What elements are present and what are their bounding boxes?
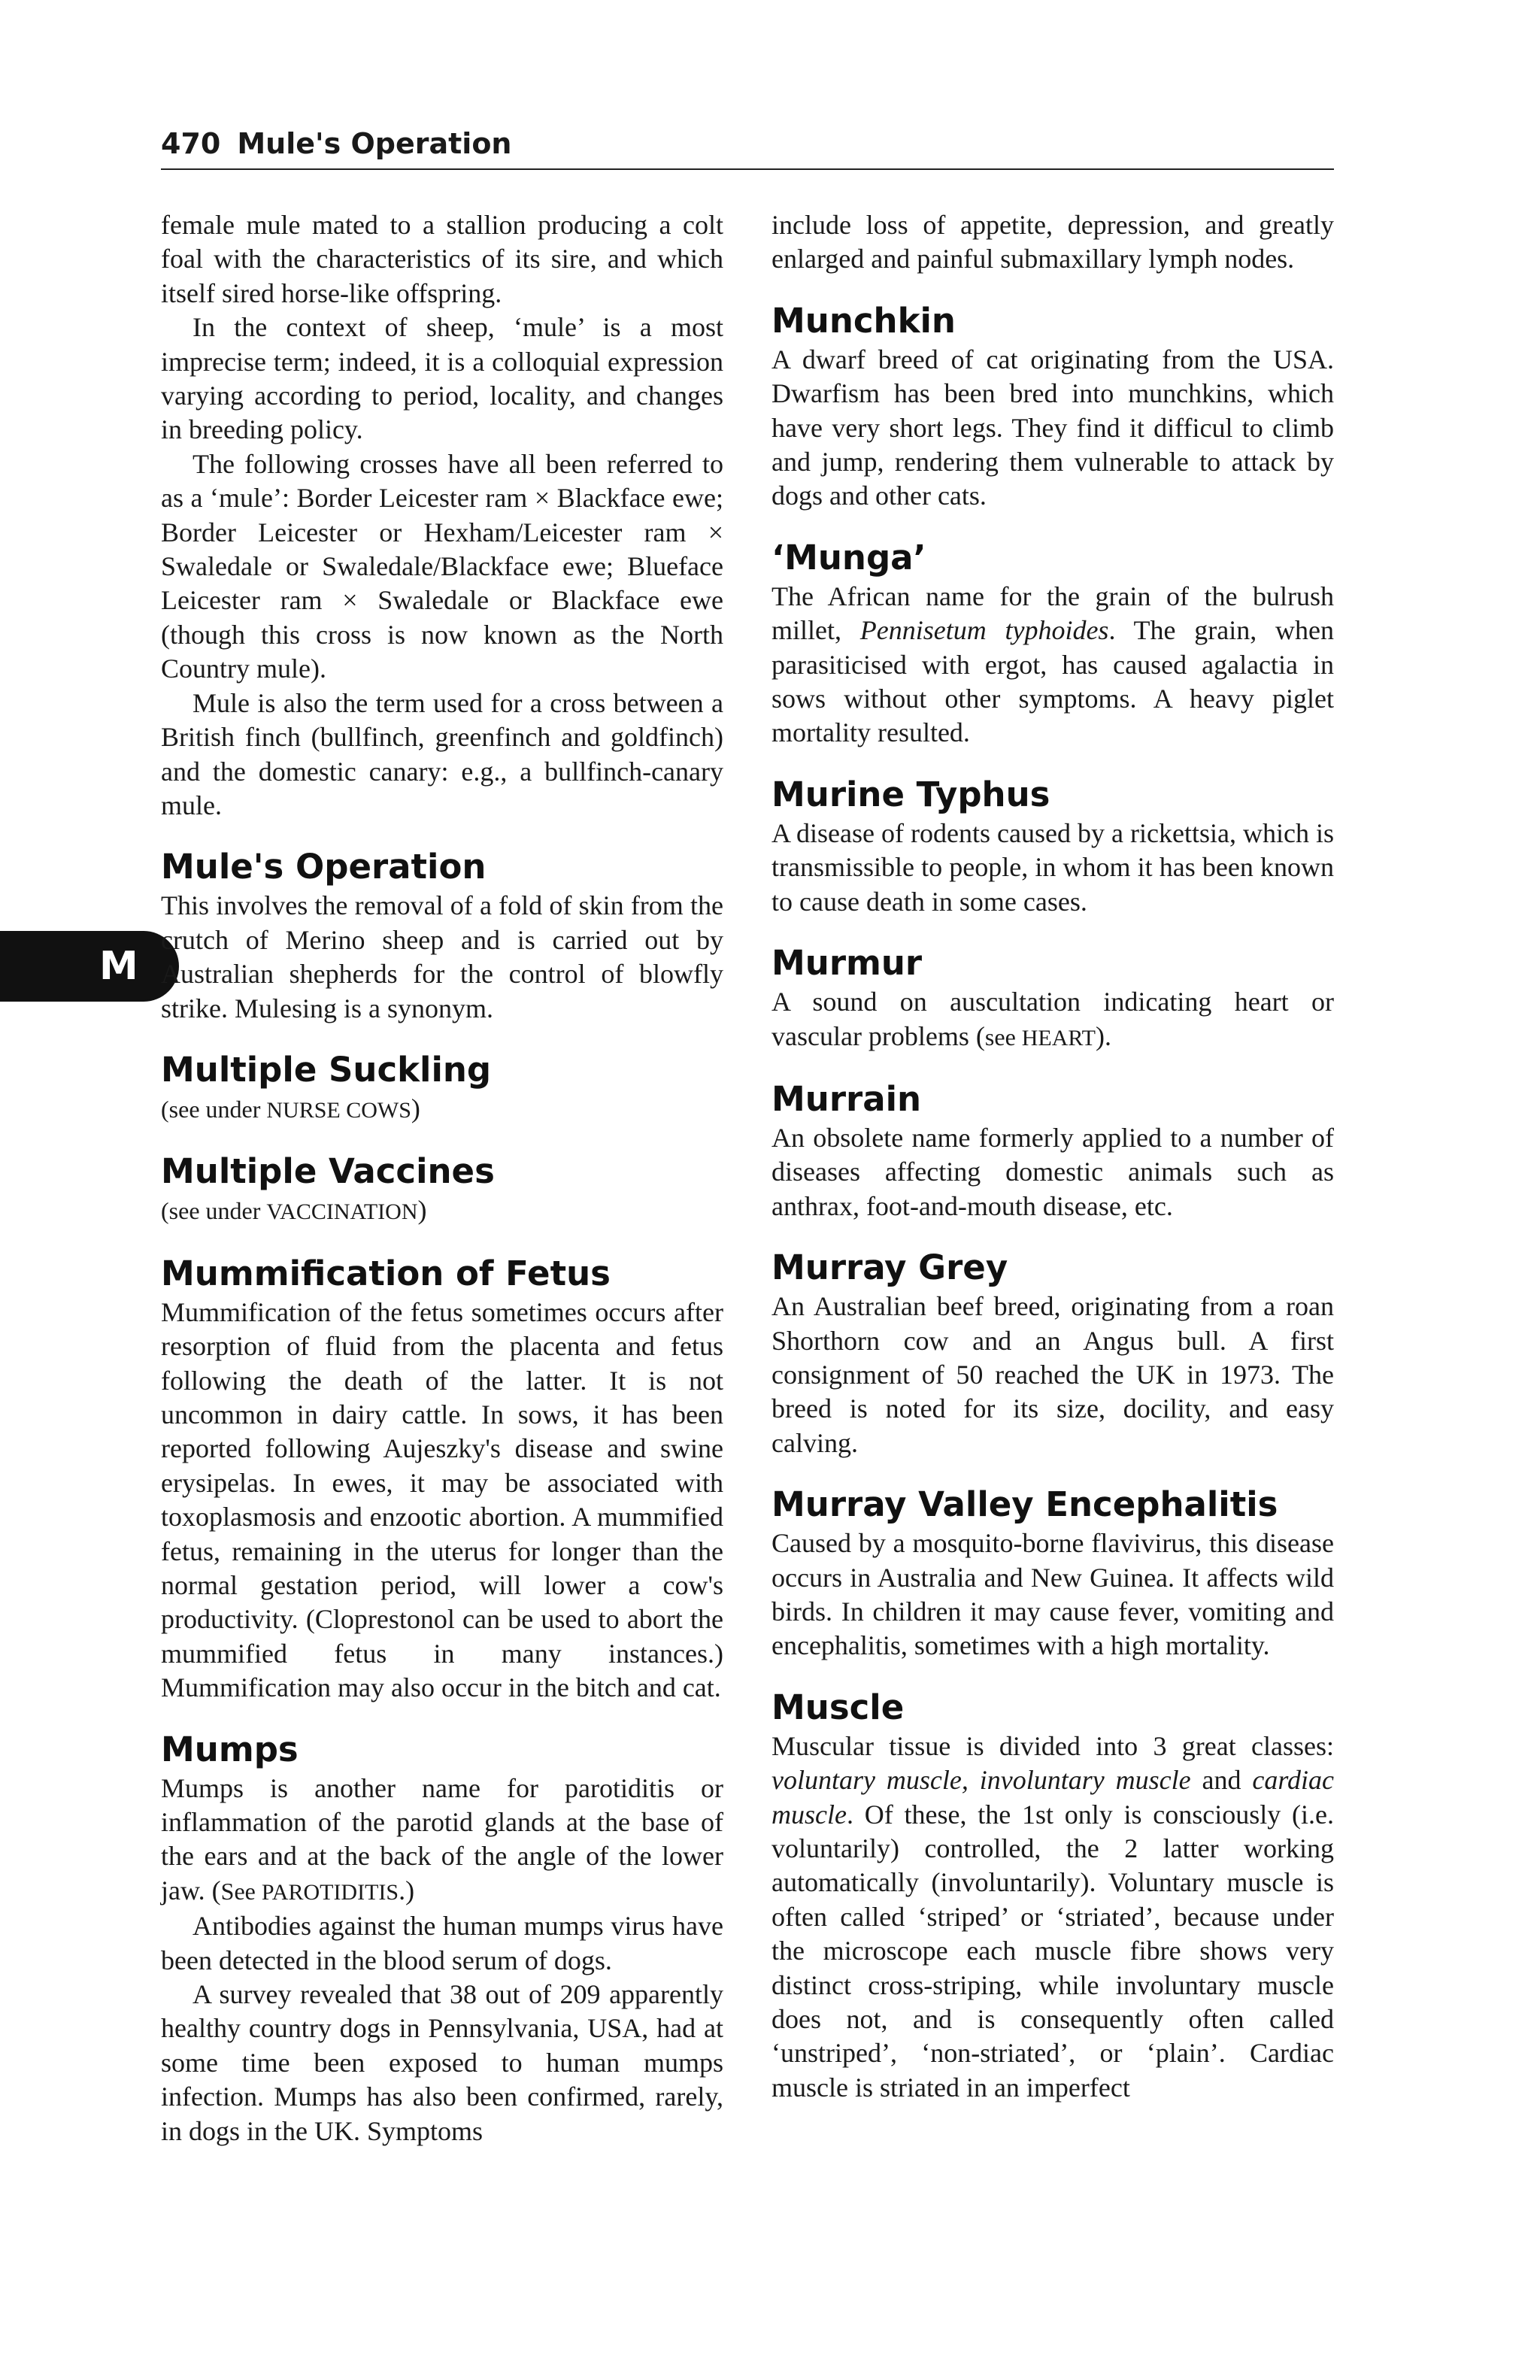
entry-heading-murmur: Murmur	[772, 943, 923, 984]
body-paragraph: In the context of sheep, ‘mule’ is a most imprecise term; indeed, it is a colloquial expression varying according to period, locality, and changes in breeding policy.	[161, 312, 723, 445]
body-paragraph: The following crosses have all been referred to as a ‘mule’: Border Leicester ram × Blackface ewe; Border Leicester or Hexham/Leicester ram × Swaledale or Swaledale/Blackface ewe; Blueface Leicester ram × Swaledale or Blackface ewe (though this cross is now known as the North Country mule).	[161, 448, 723, 684]
cross-reference-link[interactable]: NURSE COWS	[266, 1097, 411, 1123]
entry-heading-mumps: Mumps	[161, 1729, 299, 1769]
thumb-tab-letter: M	[99, 944, 138, 989]
continued-paragraph: female mule mated to a stallion producing a colt foal with the characteristics of its sire, and which itself sired horse-like offspring.	[161, 210, 723, 308]
running-title: Mule's Operation	[237, 127, 512, 160]
letter-thumb-tab	[0, 931, 179, 1002]
body-paragraph: Mule is also the term used for a cross between a British finch (bullfinch, greenfinch and goldfinch) and the domestic canary: e.g., a bullfinch-canary mule.	[161, 687, 723, 820]
cross-reference-link[interactable]: PAROTIDITIS	[261, 1879, 399, 1905]
entry-heading-mules-operation: Mule's Operation	[161, 847, 487, 887]
entry-heading-murray-grey: Murray Grey	[772, 1248, 1008, 1288]
body-paragraph: A survey revealed that 38 out of 209 apparently healthy country dogs in Pennsylvania, USA, had at some time been exposed to human mumps infection. Mumps has also been confirmed, rarely, in dogs in the UK. Symptoms	[161, 1979, 723, 2146]
entry-body: Mummification of the fetus sometimes occurs after resorption of fluid from the placenta and fetus following the death of the latter. It is not uncommon in dairy cattle. In sows, it has been reported following Aujeszky's disease and swine erysipelas. In ewes, it may be associated with toxoplasmosis and enzootic abortion. A mummified fetus, remaining in the uterus for longer than the normal gestation period, will lower a cow's productivity. (Cloprestonol can be used to abort the mummified fetus in many instances.) Mummification may also occur in the bitch and cat.	[161, 1296, 723, 1703]
left-column	[161, 208, 723, 2148]
entry-heading-munchkin: Munchkin	[772, 300, 956, 341]
entry-heading-multiple-vaccines: Multiple Vaccines	[161, 1151, 495, 1192]
entry-heading-mummification-of-fetus: Mummification of Fetus	[161, 1253, 611, 1293]
continued-paragraph: include loss of appetite, depression, and greatly enlarged and painful submaxillary lymph nodes.	[772, 210, 1334, 274]
entry-body: Mumps is another name for parotiditis or inflammation of the parotid glands at the base of the ears and at the back of the angle of the lower jaw. (See PAROTIDITIS.)	[161, 1772, 723, 1906]
entry-body: A sound on auscultation indicating heart or vascular problems (see HEART).	[772, 987, 1334, 1051]
cross-reference: (see under NURSE COWS)	[161, 1093, 420, 1123]
entry-body: A disease of rodents caused by a rickettsia, which is transmissible to people, in whom it has been known to cause death in some cases.	[772, 817, 1334, 917]
cross-reference: (see under VACCINATION)	[161, 1195, 427, 1226]
entry-heading-muscle: Muscle	[772, 1687, 905, 1727]
entry-heading-munga: ‘Munga’	[772, 537, 926, 578]
entry-heading-murine-typhus: Murine Typhus	[772, 774, 1050, 814]
entry-body: An Australian beef breed, originating from a roan Shorthorn cow and an Angus bull. A first consignment of 50 reached the UK in 1973. The breed is noted for its size, docility, and easy calving.	[772, 1291, 1334, 1458]
entry-heading-murray-valley-encephalitis: Murray Valley Encephalitis	[772, 1484, 1278, 1525]
entry-body: An obsolete name formerly applied to a number of diseases affecting domestic animals such as anthrax, foot-and-mouth disease, etc.	[772, 1122, 1334, 1221]
page-number: 470	[161, 127, 221, 160]
cross-reference-link[interactable]: VACCINATION	[266, 1199, 418, 1225]
entry-heading-murrain: Murrain	[772, 1078, 922, 1119]
right-column	[772, 208, 1334, 2105]
running-head	[161, 126, 1334, 170]
entry-body: Muscular tissue is divided into 3 great classes: voluntary muscle, involuntary muscle and cardiac muscle. Of these, the 1st only is consciously (i.e. voluntarily) controlled, the 2 latter working automatically (involuntarily). Voluntary muscle is often called ‘striped’ or ‘striated’, because under the microscope each muscle fibre shows very distinct cross-striping, while involuntary muscle does not, and is consequently often called ‘unstriped’, ‘non-striated’, or ‘plain’. Cardiac muscle is striated in an imperfect	[772, 1730, 1334, 2103]
entry-body: Caused by a mosquito-borne flavivirus, this disease occurs in Australia and New Guinea. It affects wild birds. In children it may cause fever, vomiting and encephalitis, sometimes with a high mortality.	[772, 1528, 1334, 1661]
body-paragraph: Antibodies against the human mumps virus have been detected in the blood serum of dogs.	[161, 1911, 723, 1975]
entry-heading-multiple-suckling: Multiple Suckling	[161, 1049, 492, 1090]
entry-body: The African name for the grain of the bulrush millet, Pennisetum typhoides. The grain, when parasiticised with ergot, has caused agalactia in sows without other symptoms. A heavy piglet mortality resulted.	[772, 581, 1334, 748]
entry-body: This involves the removal of a fold of skin from the crutch of Merino sheep and is carried out by Australian shepherds for the control of blowfly strike. Mulesing is a synonym.	[161, 890, 723, 1023]
cross-reference-link[interactable]: HEART	[1021, 1025, 1096, 1051]
entry-body: A dwarf breed of cat originating from the USA. Dwarfism has been bred into munchkins, which have very short legs. They find it difficul to climb and jump, rendering them vulnerable to attack by dogs and other cats.	[772, 344, 1334, 511]
